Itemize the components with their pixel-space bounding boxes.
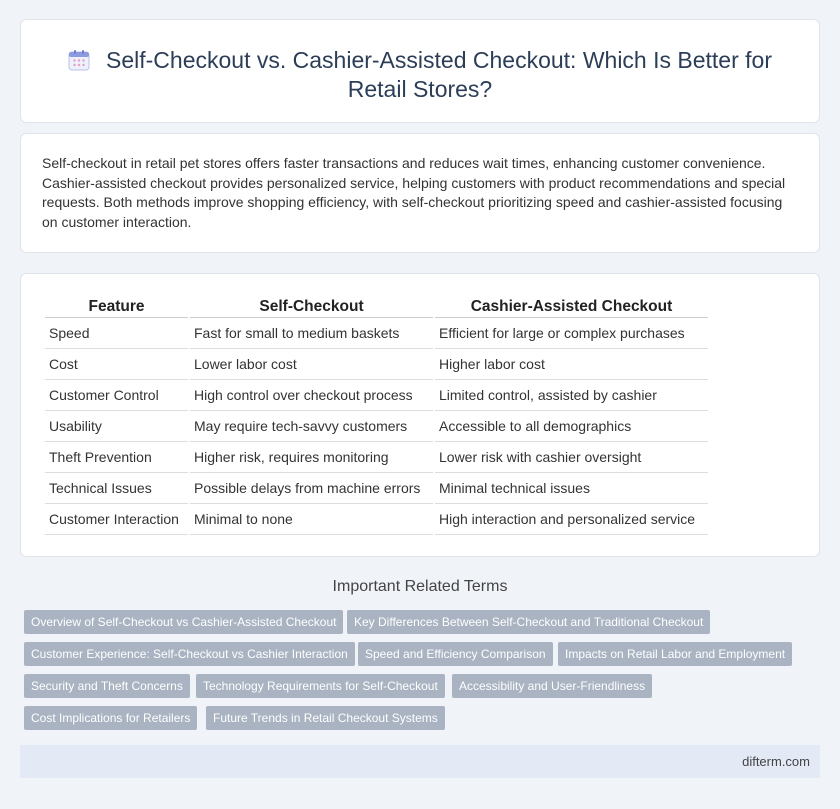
table-cell: Minimal to none [190, 504, 433, 535]
table-cell: Lower risk with cashier oversight [435, 442, 708, 473]
related-tag[interactable]: Impacts on Retail Labor and Employment [558, 642, 792, 666]
table-cell: Cost [45, 349, 188, 380]
header-feature: Feature [45, 296, 188, 318]
related-tag[interactable]: Customer Experience: Self-Checkout vs Cashier Interaction [24, 642, 355, 666]
table-cell: Speed [45, 318, 188, 349]
related-tag[interactable]: Cost Implications for Retailers [24, 706, 197, 730]
related-tag[interactable]: Accessibility and User-Friendliness [452, 674, 652, 698]
calendar-icon [68, 49, 90, 71]
header-cashier-assisted: Cashier-Assisted Checkout [435, 296, 708, 318]
related-tag[interactable]: Speed and Efficiency Comparison [358, 642, 553, 666]
table-row [45, 380, 708, 411]
title-card [20, 19, 820, 123]
table-cell: Accessible to all demographics [435, 411, 708, 442]
table-cell: Customer Control [45, 380, 188, 411]
table-row [45, 442, 708, 473]
related-tag[interactable]: Key Differences Between Self-Checkout and Traditional Checkout [347, 610, 710, 634]
related-tag[interactable]: Security and Theft Concerns [24, 674, 190, 698]
table-cell: Technical Issues [45, 473, 188, 504]
table-cell: Higher risk, requires monitoring [190, 442, 433, 473]
footer [20, 745, 820, 778]
page-title: Self-Checkout vs. Cashier-Assisted Checkout: Which Is Better for Retail Stores? [106, 47, 772, 102]
page-title-wrap [61, 46, 779, 104]
comparison-table [43, 296, 710, 535]
table-cell: Usability [45, 411, 188, 442]
table-cell: Fast for small to medium baskets [190, 318, 433, 349]
table-row [45, 473, 708, 504]
table-cell: May require tech-savvy customers [190, 411, 433, 442]
intro-paragraph: Self-checkout in retail pet stores offers faster transactions and reduces wait times, enhancing customer convenience. Cashier-assisted checkout provides personalized service, helping customers with product recommendations and special requests. Both methods improve shopping efficiency, with self-checkout prioritizing speed and cashier-assisted focusing on customer interaction. [42, 155, 786, 230]
table-cell: Customer Interaction [45, 504, 188, 535]
related-tag[interactable]: Overview of Self-Checkout vs Cashier-Assisted Checkout [24, 610, 343, 634]
table-cell: Possible delays from machine errors [190, 473, 433, 504]
header-self-checkout: Self-Checkout [190, 296, 433, 318]
table-row [45, 411, 708, 442]
related-terms-heading: Important Related Terms [332, 578, 508, 595]
footer-site-link[interactable]: difterm.com [742, 754, 810, 769]
related-tag[interactable]: Future Trends in Retail Checkout Systems [206, 706, 445, 730]
table-cell: High interaction and personalized service [435, 504, 708, 535]
table-cell: High control over checkout process [190, 380, 433, 411]
related-tag[interactable]: Technology Requirements for Self-Checkout [196, 674, 445, 698]
table-cell: Theft Prevention [45, 442, 188, 473]
table-cell: Lower labor cost [190, 349, 433, 380]
table-cell: Limited control, assisted by cashier [435, 380, 708, 411]
table-row [45, 318, 708, 349]
table-row [45, 349, 708, 380]
table-cell: Efficient for large or complex purchases [435, 318, 708, 349]
table-cell: Minimal technical issues [435, 473, 708, 504]
comparison-card [20, 273, 820, 557]
table-row [45, 504, 708, 535]
table-header-row [45, 296, 708, 318]
table-cell: Higher labor cost [435, 349, 708, 380]
intro-card [20, 133, 820, 253]
